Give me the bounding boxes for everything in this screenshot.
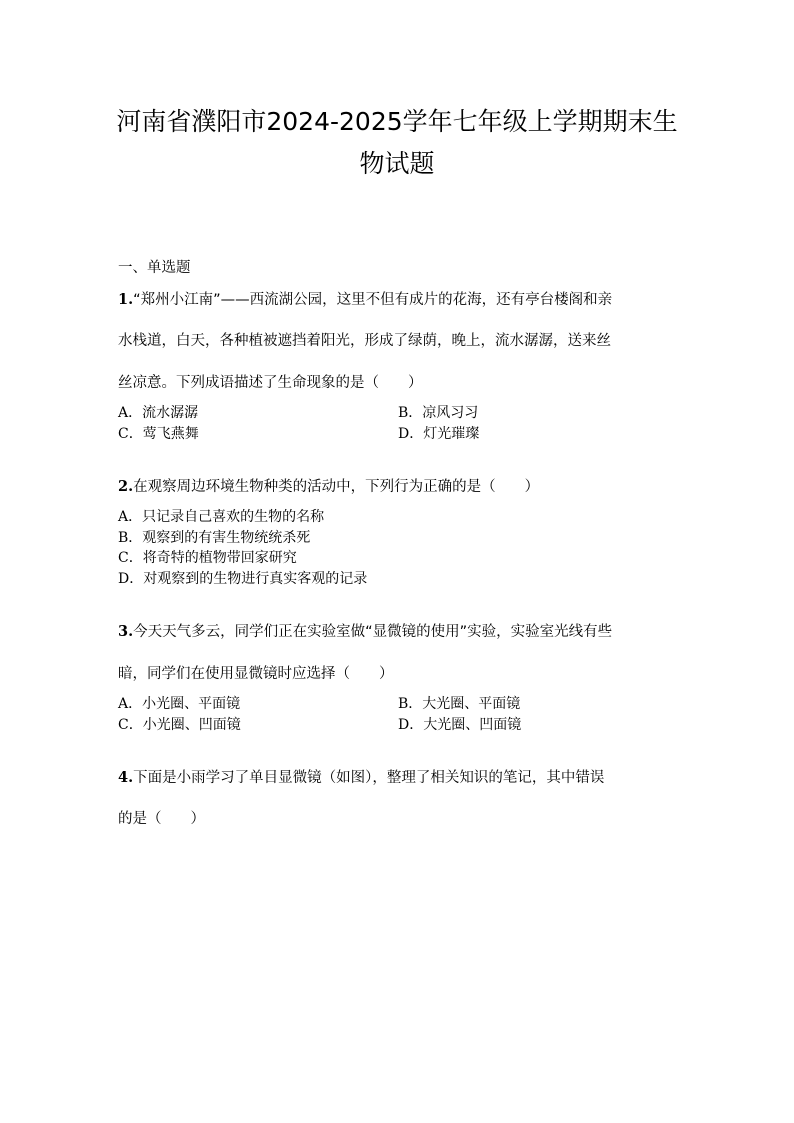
- section-heading: 一、单选题: [118, 260, 191, 276]
- question-1-option-d: D．灯光璀璨: [398, 426, 480, 442]
- question-2-text-1: 在观察周边环境生物种类的活动中，下列行为正确的是（ ）: [133, 479, 540, 495]
- question-1-option-a: A．流水潺潺: [118, 405, 199, 421]
- question-4-number: 4.: [118, 769, 134, 786]
- question-2-line-1: [118, 477, 539, 497]
- question-3-option-c: C．小光圈、凹面镜: [118, 717, 241, 733]
- question-4-text-1: 下面是小雨学习了单目显微镜（如图），整理了相关知识的笔记，其中错误: [133, 770, 605, 786]
- question-3-option-d: D．大光圈、凹面镜: [398, 717, 522, 733]
- question-2-option-b: B．观察到的有害生物统统杀死: [118, 530, 311, 546]
- question-2-option-c: C．将奇特的植物带回家研究: [118, 550, 297, 566]
- question-3-text-1: 今天天气多云，同学们正在实验室做“显微镜的使用”实验，实验室光线有些: [133, 624, 613, 640]
- question-1-text-2: 水栈道，白天，各种植被遮挡着阳光，形成了绿荫，晚上，流水潺潺，送来丝: [118, 333, 611, 349]
- page-title-line-2: 物试题: [359, 149, 435, 178]
- question-4-line-1: [118, 768, 604, 788]
- question-3-text-2: 暗，同学们在使用显微镜时应选择（ ）: [118, 666, 394, 682]
- question-2-option-d: D．对观察到的生物进行真实客观的记录: [118, 571, 368, 587]
- question-1-option-c: C．莺飞燕舞: [118, 426, 199, 442]
- question-3-number: 3.: [118, 623, 134, 640]
- question-3-line-1: [118, 622, 612, 642]
- question-1-text-1: “郑州小江南”——西流湖公园，这里不但有成片的花海，还有亭台楼阁和亲: [133, 292, 613, 308]
- question-3-option-a: A．小光圈、平面镜: [118, 696, 241, 712]
- question-1-number: 1.: [118, 291, 134, 308]
- question-2-option-a: A．只记录自己喜欢的生物的名称: [118, 509, 325, 525]
- question-1-text-3: 丝凉意。下列成语描述了生命现象的是（ ）: [118, 375, 423, 391]
- question-1-line-1: [118, 290, 612, 310]
- question-4-text-2: 的是（ ）: [118, 811, 205, 827]
- page-title-line-1: 河南省濮阳市2024-2025学年七年级上学期期末生: [116, 107, 678, 136]
- question-3-option-b: B．大光圈、平面镜: [398, 696, 521, 712]
- question-1-option-b: B．凉风习习: [398, 405, 479, 421]
- question-2-number: 2.: [118, 478, 134, 495]
